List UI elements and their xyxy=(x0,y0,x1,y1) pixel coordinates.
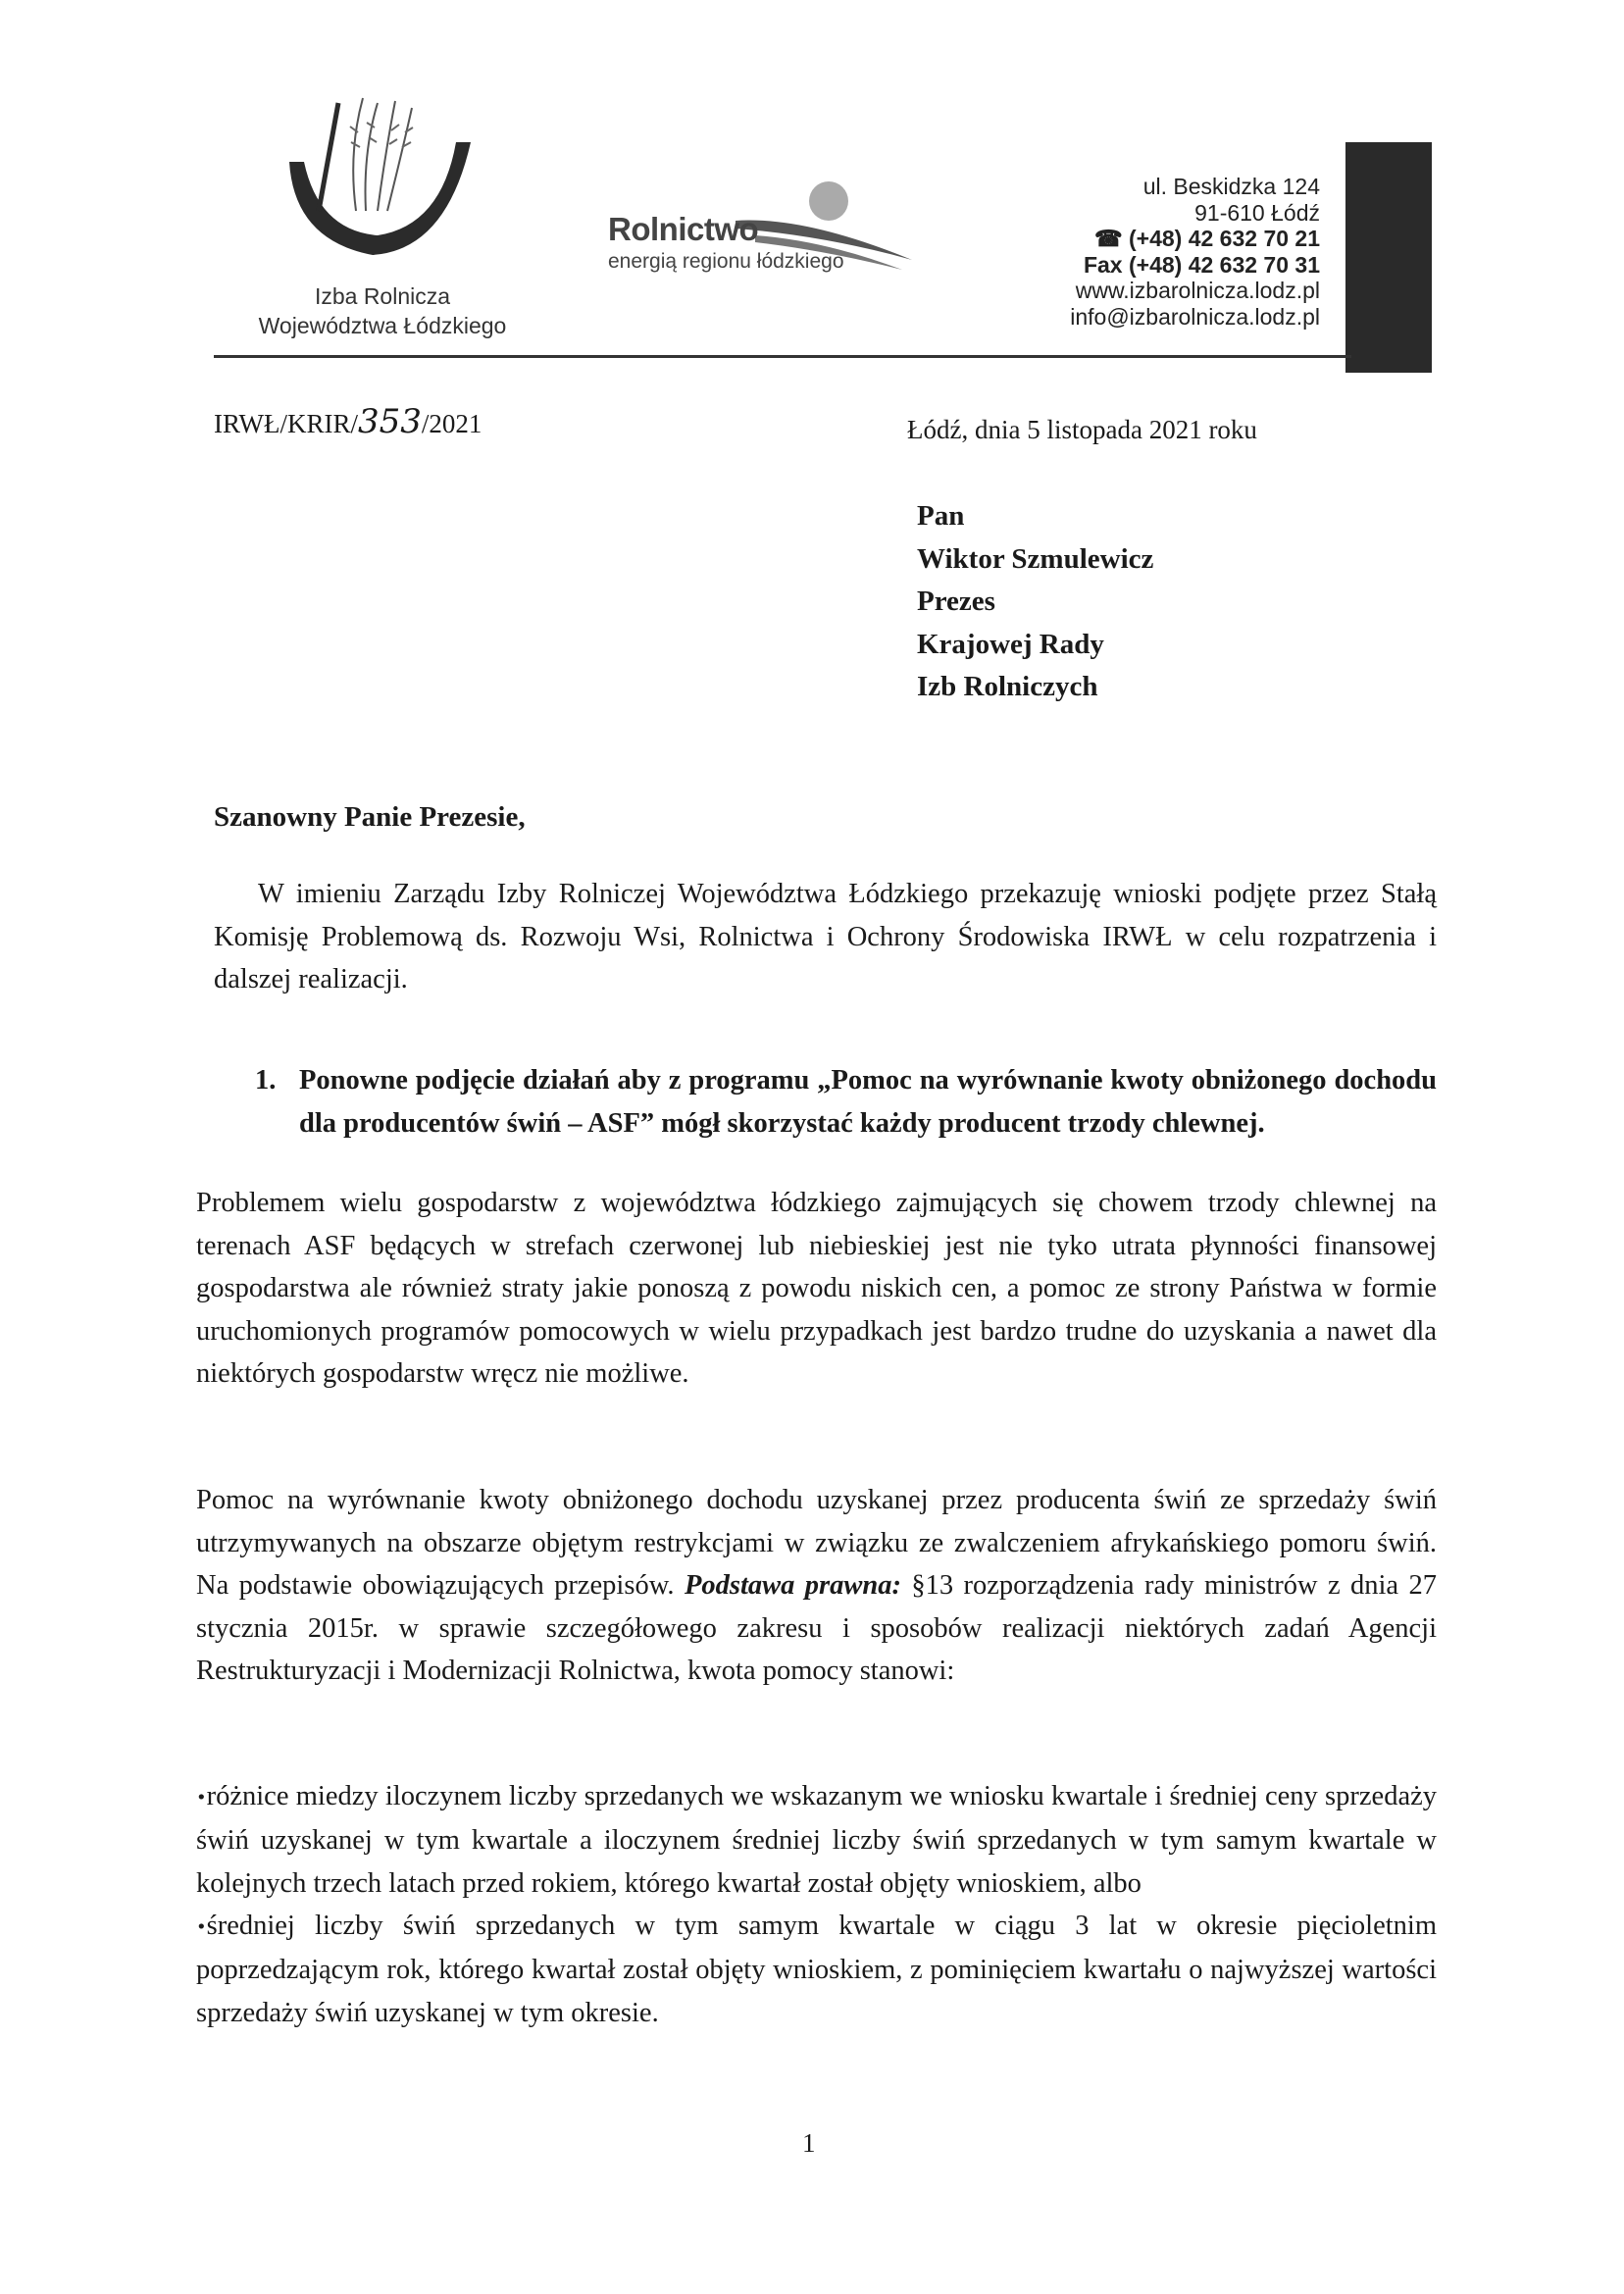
ref-prefix: IRWŁ/KRIR/ xyxy=(214,409,358,438)
recipient-line: Wiktor Szmulewicz xyxy=(917,542,1154,575)
org-name-line2: Województwa Łódzkiego xyxy=(258,313,507,338)
bullet-list xyxy=(196,1775,1437,2034)
recipient-line: Prezes xyxy=(917,586,995,617)
paragraph-2: Problemem wielu gospodarstw z województwa łódzkiego zajmujących się chowem trzody chlewnej na terenach ASF będących w strefach czerwonej lub niebieskiej jest nie tyko utrata płynności finansowej gospodarstwa ale również straty jakie ponoszą z powodu niskich cen, a pomoc ze strony Państwa w formie uruchomionych programów pomocowych w wielu przypadkach jest bardzo trudne do uzyskania a nawet dla niektórych gospodarstw wręcz nie możliwe. xyxy=(196,1188,1437,1389)
ref-handwritten-number: 353 xyxy=(358,402,422,441)
paragraph-3-text-after: §13 rozporządzenia rady ministrów z dnia 27 stycznia 2015r. w sprawie szczegółowego zakresu i sposobów realizacji niektórych zadań Agencji Restrukturyzacji i Modernizacji Rolnictwa, kwota pomocy stanowi: xyxy=(196,1570,1437,1686)
bullet-icon: • xyxy=(196,1916,207,1938)
paragraph-3 xyxy=(196,1479,1437,1693)
letter-date: Łódź, dnia 5 listopada 2021 roku xyxy=(907,415,1257,444)
paragraph-3-text-before: Pomoc na wyrównanie kwoty obniżonego dochodu uzyskanej przez producenta świń ze sprzedaży świń utrzymywanych na obszarze objętym restrykcjami w związku ze zwalczeniem afrykańskiego pomoru świń. Na podstawie obowiązujących przepisów. xyxy=(196,1485,1437,1601)
brand-subtitle: energią regionu łódzkiego xyxy=(608,250,844,273)
recipient-line: Pan xyxy=(917,500,965,532)
ref-suffix: /2021 xyxy=(421,409,482,438)
contact-email: info@izbarolnicza.lodz.pl xyxy=(1070,303,1320,330)
salutation: Szanowny Panie Prezesie, xyxy=(214,801,526,833)
wheat-boat-icon xyxy=(279,93,495,280)
legal-basis-label: Podstawa prawna: xyxy=(684,1570,901,1601)
recipient-block xyxy=(917,495,1153,709)
contact-street: ul. Beskidzka 124 xyxy=(1142,174,1320,199)
bullet-text: średniej liczby świń sprzedanych w tym samym kwartale w ciągu 3 lat w okresie pięcioletnim poprzedzającym rok, którego kwartał został objęty wnioskiem, z pominięciem kwartału o najwyższej wartości sprzedaży świń uzyskanej w tym okresie. xyxy=(196,1911,1437,2028)
contact-fax: Fax (+48) 42 632 70 31 xyxy=(1083,251,1320,278)
recipient-line: Krajowej Rady xyxy=(917,628,1104,660)
contact-city: 91-610 Łódź xyxy=(1194,199,1320,226)
intro-text: W imieniu Zarządu Izby Rolniczej Województwa Łódzkiego przekazuję wnioski podjęte przez Stałą Komisję Problemową ds. Rozwoju Wsi, Rolnictwa i Ochrony Środowiska IRWŁ w celu rozpatrzenia i dalszej realizacji. xyxy=(214,879,1437,994)
point-1-text: Ponowne podjęcie działań aby z programu „Pomoc na wyrównanie kwoty obniżonego dochodu dla producentów świń – ASF” mógł skorzystać każdy producent trzody chlewnej. xyxy=(299,1065,1437,1139)
bullet-icon: • xyxy=(196,1787,207,1809)
contact-website: www.izbarolnicza.lodz.pl xyxy=(1075,278,1320,303)
brand-title: Rolnictwo xyxy=(608,211,759,247)
header-black-bar xyxy=(1345,142,1432,373)
reference-number xyxy=(214,402,482,441)
recipient-line: Izb Rolniczych xyxy=(917,671,1098,702)
list-item xyxy=(196,1905,1437,2034)
contact-block xyxy=(1070,174,1320,330)
point-1 xyxy=(255,1059,1437,1145)
contact-phone: ☎ (+48) 42 632 70 21 xyxy=(1093,226,1320,251)
bullet-text: różnice miedzy iloczynem liczby sprzedanych we wskazanym we wniosku kwartale i średniej ceny sprzedaży świń uzyskanej w tym kwartale a iloczynem średniej liczby świń sprzedanych w tym samym kwartale w kolejnych trzech latach przed rokiem, którego kwartał został objęty wnioskiem, albo xyxy=(196,1781,1437,1899)
point-1-number: 1. xyxy=(255,1065,277,1096)
page-number: 1 xyxy=(802,2128,816,2158)
org-name xyxy=(221,281,544,340)
org-name-line1: Izba Rolnicza xyxy=(314,283,451,309)
header-divider xyxy=(214,355,1351,358)
intro-paragraph xyxy=(214,873,1437,1001)
list-item xyxy=(196,1775,1437,1905)
